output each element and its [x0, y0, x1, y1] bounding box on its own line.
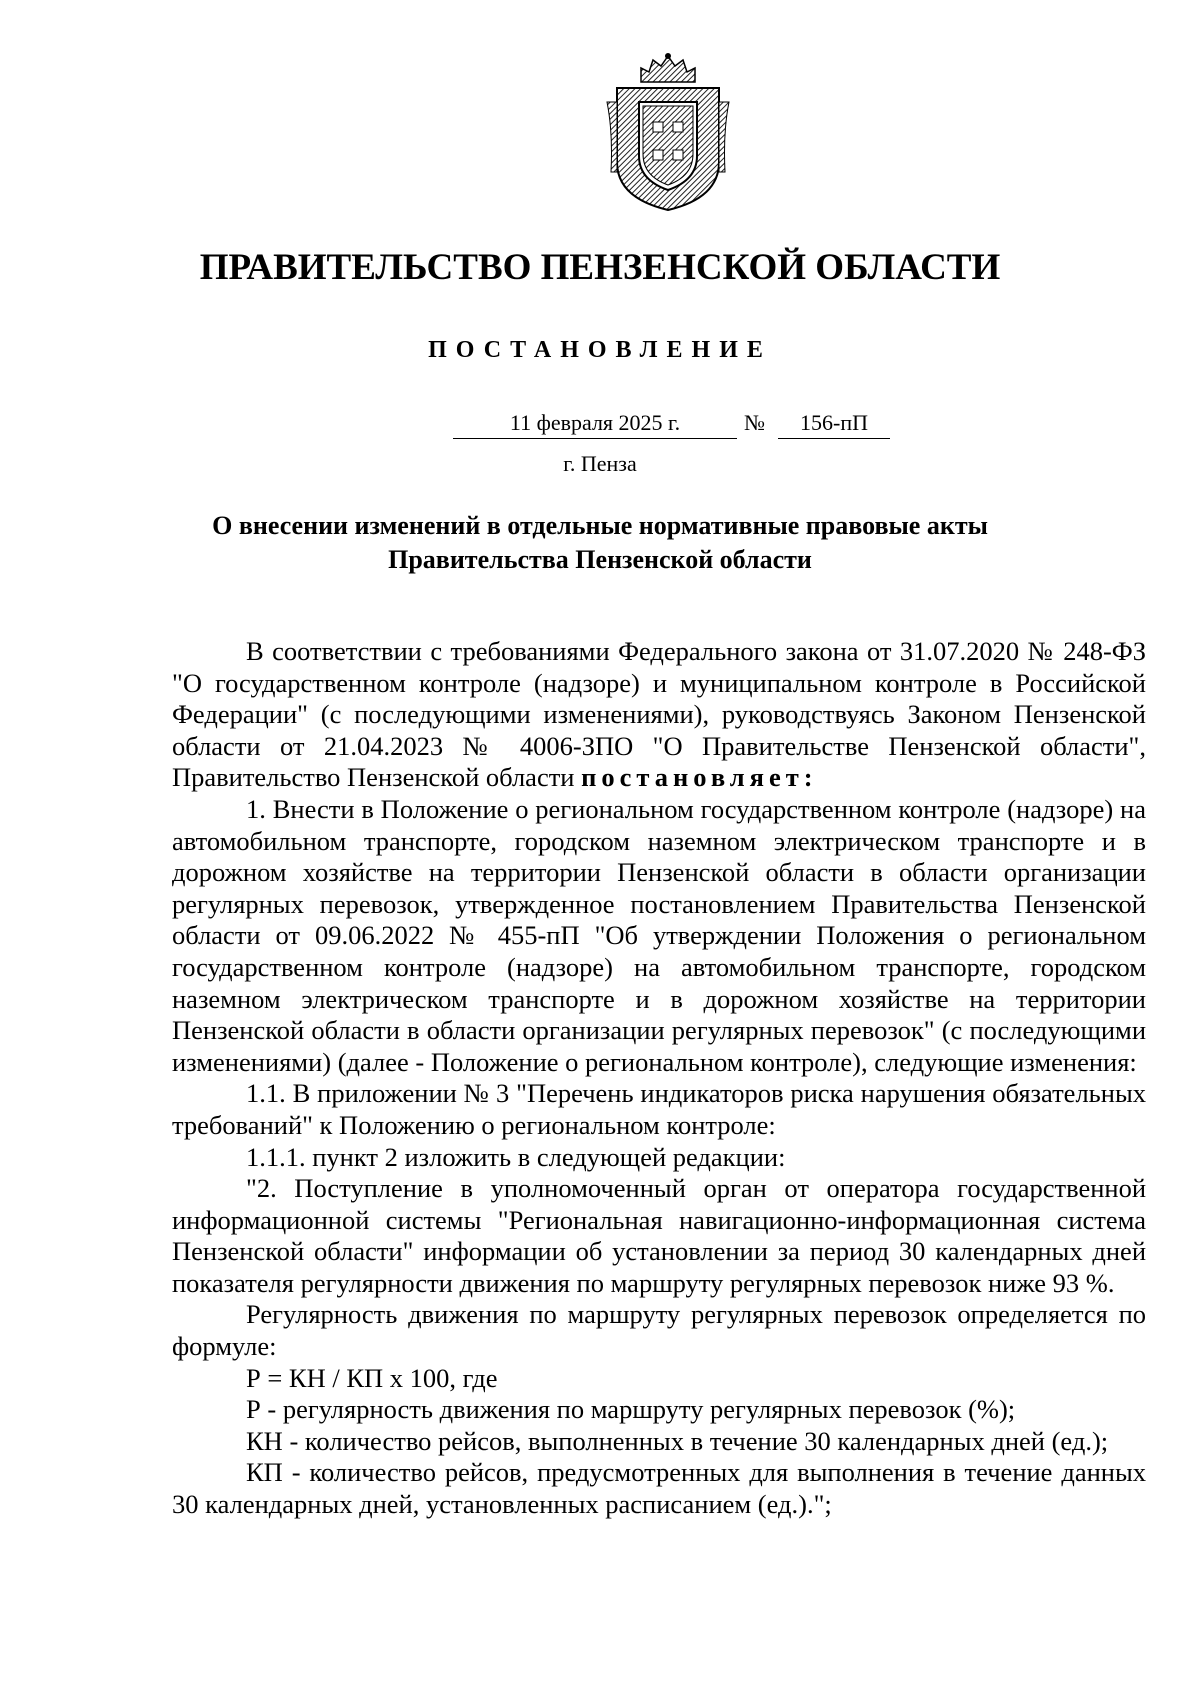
resolves-word: постановляет: — [581, 762, 818, 793]
paragraph-formula: Р = КН / КП х 100, где — [246, 1362, 498, 1393]
document-title — [0, 509, 1200, 577]
paragraph-item-2: "2. Поступление в уполномоченный орган от оператора государственной информационной системы "Региональная навигационно-информационная система Пензенской области" информации об установлении за период 30 календарных дней показателя регулярности движения по маршруту регулярных перевозок ниже 93 %. — [172, 1173, 1146, 1298]
paragraph-1-1-1: 1.1.1. пункт 2 изложить в следующей редакции: — [246, 1141, 786, 1172]
number-sign: № — [744, 410, 765, 435]
document-number: 156-пП — [778, 408, 890, 439]
paragraph-def-p: Р - регулярность движения по маршруту регулярных перевозок (%); — [246, 1394, 1016, 1425]
paragraph-def-kp: КП - количество рейсов, предусмотренных для выполнения в течение данных 30 календарных дней, установленных расписанием (ед.)."; — [172, 1457, 1146, 1520]
document-type: ПОСТАНОВЛЕНИЕ — [428, 337, 772, 363]
city: г. Пенза — [563, 451, 637, 476]
paragraph-1-1: 1.1. В приложении № 3 "Перечень индикаторов риска нарушения обязательных требований" к Положению о региональном контроле: — [172, 1078, 1146, 1140]
preamble-text: В соответствии с требованиями Федерального закона от 31.07.2020 № 248-ФЗ "О государственном контроле (надзоре) и муниципальном контроле в Российской Федерации" (с последующими изменениями), руководствуясь Законом Пензенской области от 21.04.2023 № 4006-ЗПО "О Правительстве Пензенской области", Правительство Пензенской области — [172, 636, 1146, 793]
coat-of-arms-emblem — [603, 52, 733, 212]
paragraph-1: 1. Внести в Положение о региональном государственном контроле (надзоре) на автомобильном транспорте, городском наземном электрическом транспорте и в дорожном хозяйстве на территории Пензенской области в области организации регулярных перевозок, утвержденное постановлением Правительства Пензенской области от 09.06.2022 № 455-пП "Об утверждении Положения о региональном государственном контроле (надзоре) на автомобильном транспорте, городском наземном электрическом транспорте и в дорожном хозяйстве на территории Пензенской области в области организации регулярных перевозок" (с последующими изменениями) (далее - Положение о региональном контроле), следующие изменения: — [172, 793, 1146, 1077]
document-date: 11 февраля 2025 г. — [453, 408, 737, 439]
date-number-line — [0, 408, 1200, 440]
document-body — [172, 636, 1146, 1521]
paragraph-def-kn: КН - количество рейсов, выполненных в течение 30 календарных дней (ед.); — [246, 1425, 1109, 1456]
paragraph-preamble — [172, 636, 1146, 794]
title-line-1: О внесении изменений в отдельные нормативные правовые акты — [212, 511, 988, 540]
paragraph-formula-intro: Регулярность движения по маршруту регулярных перевозок определяется по формуле: — [172, 1299, 1146, 1362]
title-line-2: Правительства Пензенской области — [388, 545, 812, 574]
organization-name: ПРАВИТЕЛЬСТВО ПЕНЗЕНСКОЙ ОБЛАСТИ — [199, 247, 1001, 288]
